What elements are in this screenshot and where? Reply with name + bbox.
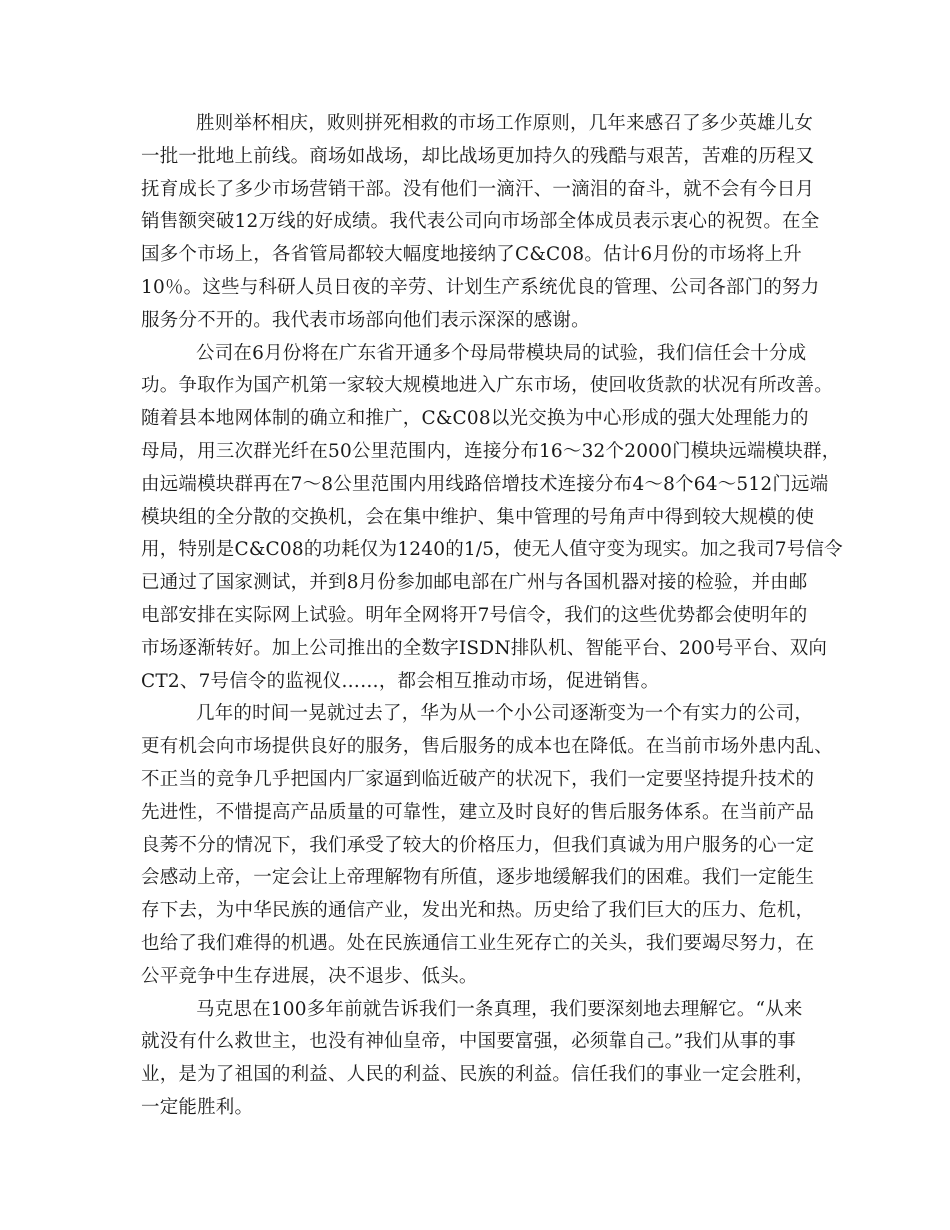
text-line: 电部安排在实际网上试验。明年全网将开7号信令，我们的这些优势都会使明年的	[141, 604, 808, 626]
text-line: 公平竞争中生存进展，决不退步、低头。	[141, 965, 478, 987]
text-line: 一批一批地上前线。商场如战场，却比战场更加持久的残酷与艰苦，苦难的历程又	[141, 145, 815, 167]
text-line: 几年的时间一晃就过去了，华为从一个小公司逐渐变为一个有实力的公司，	[196, 703, 814, 725]
text-line: 也给了我们难得的机遇。处在民族通信工业生死存亡的关头，我们要竭尽努力，在	[141, 932, 815, 954]
paragraph	[141, 108, 831, 338]
document-body	[141, 108, 843, 1125]
text-line: 服务分不开的。我代表市场部向他们表示深深的感谢。	[141, 309, 590, 331]
text-line: 存下去，为中华民族的通信产业，发出光和热。历史给了我们巨大的压力、危机，	[141, 900, 815, 922]
text-line: 胜则举杯相庆，败则拼死相救的市场工作原则，几年来感召了多少英雄儿女	[196, 113, 814, 134]
paragraph	[141, 338, 843, 699]
text-line: 由远端模块群再在7～8公里范围内用线路倍增技术连接分布4～8个64～512门远端	[141, 473, 829, 495]
text-line: 良莠不分的情况下，我们承受了较大的价格压力，但我们真诚为用户服务的心一定	[141, 834, 815, 856]
text-line: 就没有什么救世主，也没有神仙皇帝，中国要富强，必须靠自己。”我们从事的事	[141, 1031, 796, 1053]
text-line: 抚育成长了多少市场营销干部。没有他们一滴汗、一滴泪的奋斗，就不会有今日月	[141, 178, 815, 200]
text-line: 销售额突破12万线的好成绩。我代表公司向市场部全体成员表示衷心的祝贺。在全	[141, 211, 820, 233]
text-line: CT2、7号信令的监视仪……，都会相互推动市场，促进销售。	[141, 670, 660, 692]
text-line: 用，特别是C&C08的功耗仅为1240的1/5，使无人值守变为现实。加之我司7号信令	[141, 539, 843, 561]
paragraph	[141, 994, 831, 1125]
text-line: 马克思在100多年前就告诉我们一条真理，我们要深刻地去理解它。“从来	[196, 998, 803, 1020]
text-line: 已通过了国家测试，并到8月份参加邮电部在广州与各国机器对接的检验，并由邮	[141, 572, 808, 594]
text-line: 一定能胜利。	[141, 1096, 254, 1118]
paragraph	[141, 698, 831, 993]
text-line: 更有机会向市场提供良好的服务，售后服务的成本也在降低。在当前市场外患内乱、	[141, 736, 833, 758]
text-line: 先进性，不惜提高产品质量的可靠性，建立及时良好的售后服务体系。在当前产品	[141, 801, 815, 823]
text-line: 业，是为了祖国的利益、人民的利益、民族的利益。信任我们的事业一定会胜利，	[141, 1064, 815, 1086]
text-line: 功。争取作为国产机第一家较大规模地进入广东市场，使回收货款的状况有所改善。	[141, 375, 833, 397]
text-line: 国多个市场上，各省管局都较大幅度地接纳了C&C08。估计6月份的市场将上升	[141, 244, 802, 266]
text-line: 会感动上帝，一定会让上帝理解物有所值，逐步地缓解我们的困难。我们一定能生	[141, 867, 815, 889]
text-line: 不正当的竞争几乎把国内厂家逼到临近破产的状况下，我们一定要坚持提升技术的	[141, 768, 815, 790]
text-line: 公司在6月份将在广东省开通多个母局带模块局的试验，我们信任会十分成	[196, 342, 807, 364]
text-line: 市场逐渐转好。加上公司推出的全数字ISDN排队机、智能平台、200号平台、双向	[141, 637, 828, 659]
text-line: 母局，用三次群光纤在50公里范围内，连接分布16～32个2000门模块远端模块群，	[141, 440, 841, 462]
text-line: 随着县本地网体制的确立和推广，C&C08以光交换为中心形成的强大处理能力的	[141, 408, 809, 430]
text-line: 模块组的全分散的交换机，会在集中维护、集中管理的号角声中得到较大规模的使	[141, 506, 815, 528]
text-line: 10％。这些与科研人员日夜的辛劳、计划生产系统优良的管理、公司各部门的努力	[141, 276, 820, 298]
